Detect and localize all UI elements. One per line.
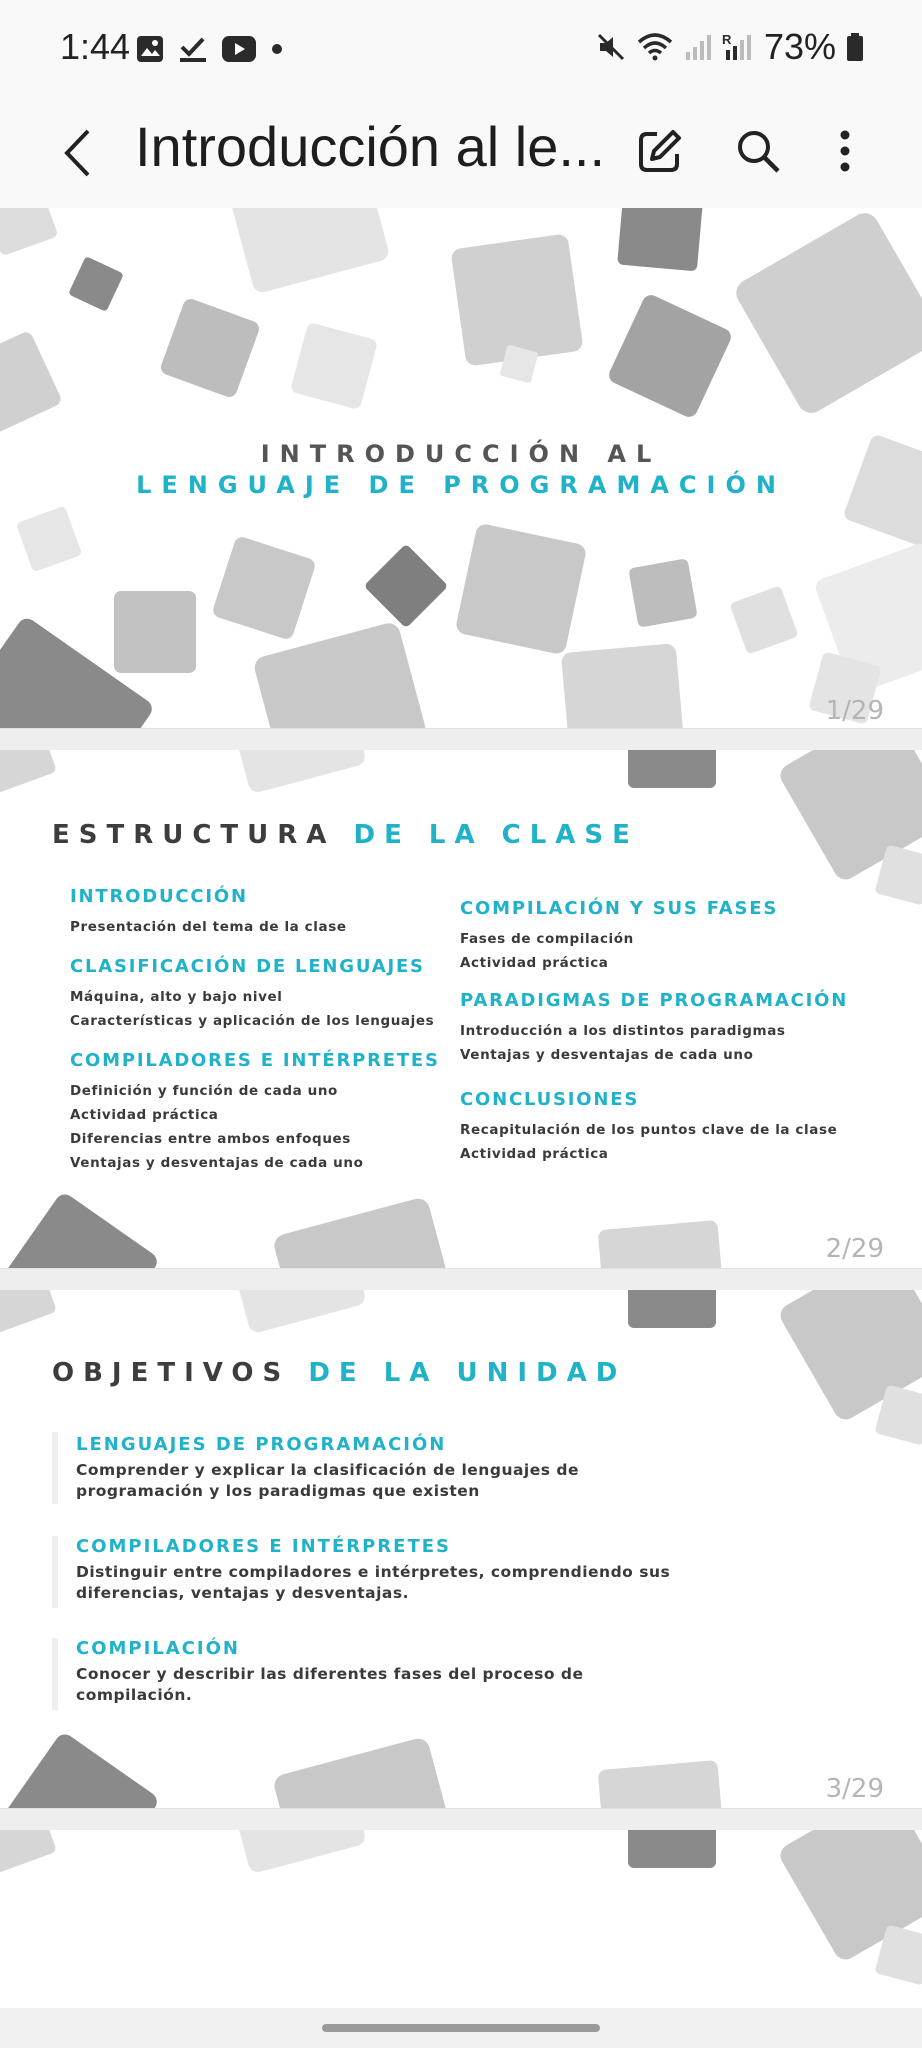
objective-line: Comprender y explicar la clasificación de lenguajes de	[76, 1461, 579, 1479]
section-item: Actividad práctica	[460, 1146, 609, 1162]
section-item: Ventajas y desventajas de cada uno	[70, 1155, 364, 1171]
objective-text	[76, 1460, 716, 1502]
heading-dark-part: OBJETIVOS	[52, 1358, 291, 1388]
slide-heading	[52, 820, 639, 850]
objective-line: diferencias, ventajas y desventajas.	[76, 1584, 409, 1602]
section-item: Diferencias entre ambos enfoques	[70, 1131, 351, 1147]
objective-line: Distinguir entre compiladores e intérpretes, comprendiendo sus	[76, 1563, 671, 1581]
edit-icon	[636, 127, 684, 175]
section-item: Definición y función de cada uno	[70, 1083, 338, 1099]
search-button[interactable]	[723, 116, 793, 186]
slide-3[interactable]	[0, 1290, 922, 1808]
section-item: Presentación del tema de la clase	[70, 919, 347, 935]
signal-r-icon	[722, 32, 754, 62]
objective-text	[76, 1562, 716, 1604]
svg-text:R: R	[721, 32, 732, 47]
section-item: Características y aplicación de los lenguajes	[70, 1013, 435, 1029]
section-item: Introducción a los distintos paradigmas	[460, 1023, 786, 1039]
document-viewer[interactable]	[0, 208, 922, 2008]
document-title: Introducción al le...	[135, 115, 606, 178]
section-item: Fases de compilación	[460, 931, 634, 947]
section-item: Recapitulación de los puntos clave de la clase	[460, 1122, 838, 1138]
page-number: 2/29	[825, 1234, 884, 1264]
objective-title: COMPILADORES E INTÉRPRETES	[76, 1536, 451, 1557]
edit-button[interactable]	[625, 116, 695, 186]
page-separator	[0, 728, 922, 752]
slide-heading	[52, 1358, 626, 1388]
section-item: Actividad práctica	[70, 1107, 219, 1123]
section-title: COMPILACIÓN Y SUS FASES	[460, 898, 779, 919]
section-item: Máquina, alto y bajo nivel	[70, 989, 283, 1005]
page-number: 1/29	[825, 696, 884, 726]
page-number: 3/29	[825, 1774, 884, 1804]
slide-1[interactable]	[0, 208, 922, 728]
decorative-squares	[0, 1830, 922, 2008]
decorative-squares	[0, 208, 922, 728]
objective-title: LENGUAJES DE PROGRAMACIÓN	[76, 1434, 447, 1455]
gallery-icon	[136, 35, 164, 63]
battery-percent: 73%	[763, 26, 836, 67]
back-arrow-icon	[62, 128, 92, 178]
heading-accent-part: DE LA CLASE	[353, 820, 639, 850]
system-icons	[596, 26, 864, 68]
objective-title: COMPILACIÓN	[76, 1638, 240, 1659]
home-gesture-handle[interactable]	[322, 2024, 600, 2032]
heading-dark-part: ESTRUCTURA	[52, 820, 336, 850]
page-separator	[0, 1268, 922, 1292]
section-title: PARADIGMAS DE PROGRAMACIÓN	[460, 990, 849, 1011]
app-bar	[0, 100, 922, 208]
more-options-button[interactable]	[810, 116, 880, 186]
slide-4[interactable]	[0, 1830, 922, 2008]
youtube-icon	[222, 36, 256, 62]
objective-line: compilación.	[76, 1686, 193, 1704]
objective-text	[76, 1664, 716, 1706]
objective-bar	[52, 1536, 58, 1608]
mute-icon	[596, 32, 626, 62]
section-title: INTRODUCCIÓN	[70, 886, 248, 907]
task-check-icon	[178, 34, 208, 64]
notification-icons	[136, 34, 284, 64]
signal-icon	[684, 32, 712, 62]
slide-2[interactable]	[0, 750, 922, 1268]
objective-bar	[52, 1432, 58, 1504]
status-bar	[0, 0, 922, 100]
objective-line: Conocer y describir las diferentes fases del proceso de	[76, 1665, 584, 1683]
battery-icon	[846, 32, 864, 62]
section-item: Ventajas y desventajas de cada uno	[460, 1047, 754, 1063]
dot-icon	[270, 42, 284, 56]
back-button[interactable]	[52, 118, 102, 188]
section-title: CONCLUSIONES	[460, 1089, 640, 1110]
section-title: COMPILADORES E INTÉRPRETES	[70, 1050, 440, 1071]
wifi-icon	[636, 32, 674, 62]
section-item: Actividad práctica	[460, 955, 609, 971]
page-separator	[0, 1808, 922, 1832]
heading-accent-part: DE LA UNIDAD	[308, 1358, 627, 1388]
objective-bar	[52, 1638, 58, 1710]
more-vert-icon	[839, 127, 851, 175]
section-title: CLASIFICACIÓN DE LENGUAJES	[70, 956, 425, 977]
navigation-bar	[0, 2008, 922, 2048]
search-icon	[734, 127, 782, 175]
slide-title-line2: LENGUAJE DE PROGRAMACIÓN	[136, 471, 786, 499]
status-time: 1:44	[60, 26, 131, 67]
objective-line: programación y los paradigmas que existen	[76, 1482, 480, 1500]
slide-title-line1: INTRODUCCIÓN AL	[260, 440, 662, 468]
